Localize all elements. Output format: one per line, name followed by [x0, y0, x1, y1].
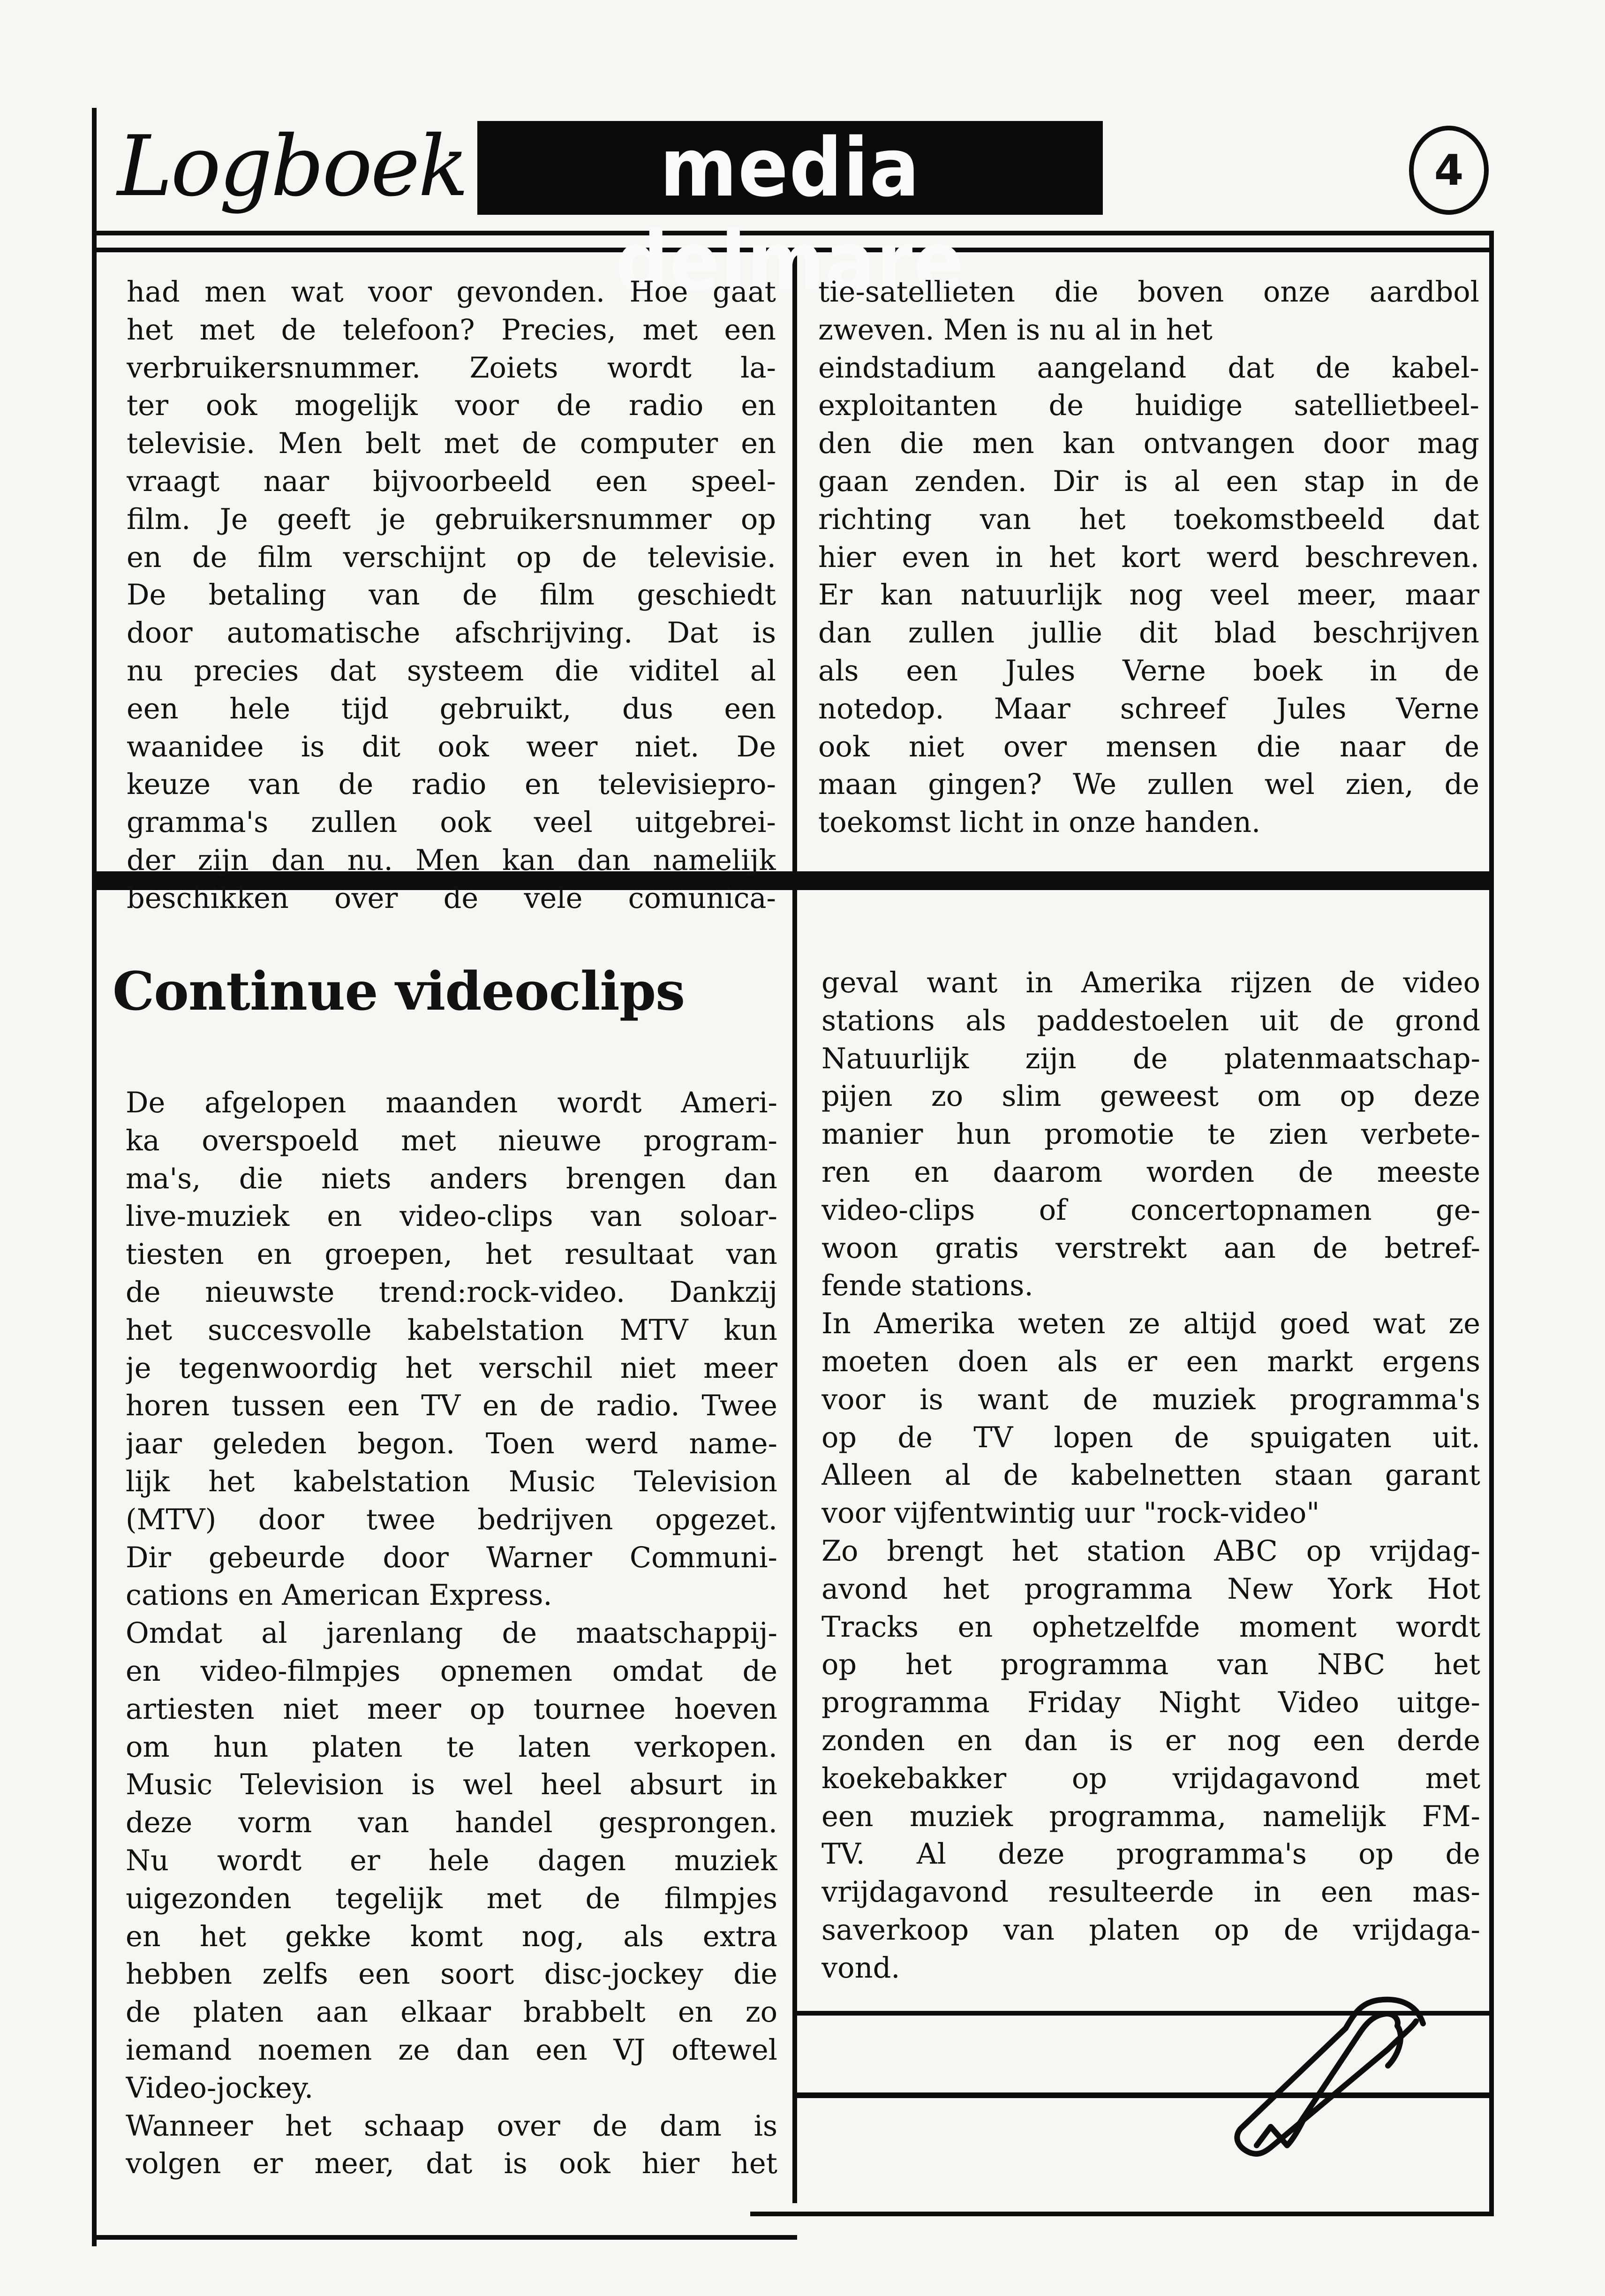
column-divider: [792, 248, 797, 2203]
text-line: om hun platen te laten verkopen.: [126, 1730, 777, 1764]
text-line: zonden en dan is er nog een derde: [821, 1724, 1480, 1757]
text-line: volgen er meer, dat is ook hier het: [126, 2147, 777, 2181]
text-line: horen tussen een TV en de radio. Twee: [126, 1390, 777, 1423]
text-line: Natuurlijk zijn de platenmaatschap-: [821, 1042, 1480, 1075]
text-line: manier hun promotie te zien verbete-: [821, 1118, 1480, 1151]
text-line: gaan zenden. Dir is al een stap in de: [818, 465, 1479, 498]
text-line: TV. Al deze programma's op de: [821, 1838, 1480, 1871]
text-line: Tracks en ophetzelfde moment wordt: [821, 1610, 1480, 1644]
text-line: vrijdagavond resulteerde in een mas-: [821, 1876, 1480, 1909]
article-title: Continue videoclips: [113, 961, 685, 1022]
text-line: Music Television is wel heel absurt in: [126, 1768, 777, 1802]
text-line: en video-filmpjes opnemen omdat de: [126, 1654, 777, 1688]
text-line: maan gingen? We zullen wel zien, de: [818, 768, 1479, 801]
text-line: toekomst licht in onze handen.: [818, 806, 1261, 839]
text-line: het succesvolle kabelstation MTV kun: [126, 1314, 777, 1347]
text-line: der zijn dan nu. Men kan dan namelijk: [127, 844, 776, 877]
logo-script-logboek: Logboek: [117, 118, 467, 215]
text-line: zweven. Men is nu al in het: [818, 313, 1213, 347]
text-line: De betaling van de film geschiedt: [127, 579, 776, 612]
text-line: ter ook mogelijk voor de radio en: [127, 389, 776, 423]
continued-right-column: [818, 273, 1479, 842]
text-line: live-muziek en video-clips van soloar-: [126, 1200, 777, 1233]
article-left-column: [126, 1084, 777, 2183]
text-line: Video-jockey.: [126, 2071, 314, 2105]
text-line: iemand noemen ze dan een VJ oftewel: [126, 2033, 777, 2067]
text-line: Dir gebeurde door Warner Communi-: [126, 1541, 777, 1574]
text-line: notedop. Maar schreef Jules Verne: [818, 692, 1479, 725]
text-line: geval want in Amerika rijzen de video: [821, 967, 1480, 999]
text-line: Alleen al de kabelnetten staan garant: [821, 1459, 1480, 1492]
text-line: verbruikersnummer. Zoiets wordt la-: [127, 351, 776, 385]
text-line: beschikken over de vele comunica-: [127, 882, 776, 915]
text-line: keuze van de radio en televisiepro-: [127, 768, 776, 801]
article-right-column: [821, 964, 1480, 1987]
text-line: een muziek programma, namelijk FM-: [821, 1800, 1480, 1833]
frame-bottom-border-right: [750, 2212, 1494, 2216]
text-line: Omdat al jarenlang de maatschappij-: [126, 1617, 777, 1650]
text-line: gramma's zullen ook veel uitgebrei-: [127, 806, 776, 839]
brand-title: media delmare: [477, 121, 1103, 215]
text-line: stations als paddestoelen uit de grond: [821, 1004, 1480, 1037]
text-line: en het gekke komt nog, als extra: [126, 1920, 777, 1953]
text-line: Wanneer het schaap over de dam is: [126, 2109, 777, 2143]
text-line: uigezonden tegelijk met de filmpjes: [126, 1882, 777, 1915]
text-line: programma Friday Night Video uitge-: [821, 1686, 1480, 1720]
text-line: film. Je geeft je gebruikersnummer op: [127, 503, 776, 536]
text-line: ook niet over mensen die naar de: [818, 730, 1479, 763]
text-line: richting van het toekomstbeeld dat: [818, 503, 1479, 536]
text-line: vond.: [821, 1951, 900, 1985]
text-line: De afgelopen maanden wordt Ameri-: [126, 1087, 777, 1119]
continued-left-column: [127, 273, 776, 918]
text-line: een hele tijd gebruikt, dus een: [127, 692, 776, 725]
text-line: je tegenwoordig het verschil niet meer: [126, 1352, 777, 1385]
text-line: waanidee is dit ook weer niet. De: [127, 730, 776, 763]
text-line: ka overspoeld met nieuwe program-: [126, 1124, 777, 1157]
page-number: 4: [1434, 145, 1464, 195]
text-line: Er kan natuurlijk nog veel meer, maar: [818, 579, 1479, 612]
frame-left-border: [92, 108, 97, 2246]
frame-right-border: [1489, 231, 1494, 2215]
text-line: lijk het kabelstation Music Television: [126, 1465, 777, 1498]
text-line: nu precies dat systeem die viditel al: [127, 654, 776, 687]
text-line: Nu wordt er hele dagen muziek: [126, 1844, 777, 1877]
text-line: ma's, die niets anders brengen dan: [126, 1162, 777, 1195]
text-line: fende stations.: [821, 1269, 1033, 1303]
text-line: tie-satellieten die boven onze aardbol: [818, 276, 1479, 309]
text-line: Zo brengt het station ABC op vrijdag-: [821, 1534, 1480, 1568]
text-line: saverkoop van platen op de vrijdaga-: [821, 1913, 1480, 1947]
text-line: vraagt naar bijvoorbeeld een speel-: [127, 465, 776, 498]
text-line: en de film verschijnt op de televisie.: [127, 541, 776, 574]
text-line: exploitanten de huidige satellietbeel-: [818, 389, 1479, 423]
text-line: moeten doen als er een markt ergens: [821, 1345, 1480, 1378]
text-line: pijen zo slim geweest om op deze: [821, 1080, 1480, 1113]
frame-bottom-border-left: [94, 2235, 797, 2240]
text-line: hebben zelfs een soort disc-jockey die: [126, 1958, 777, 1991]
text-line: jaar geleden begon. Toen werd name-: [126, 1427, 777, 1461]
page-number-badge: [1409, 126, 1489, 215]
text-line: avond het programma New York Hot: [821, 1572, 1480, 1606]
text-line: door automatische afschrijving. Dat is: [127, 617, 776, 650]
text-line: den die men kan ontvangen door mag: [818, 427, 1479, 461]
text-line: deze vorm van handel gesprongen.: [126, 1806, 777, 1840]
text-line: eindstadium aangeland dat de kabel-: [818, 351, 1479, 385]
text-line: koekebakker op vrijdagavond met: [821, 1762, 1480, 1795]
text-line: cations en American Express.: [126, 1579, 552, 1612]
text-line: voor is want de muziek programma's: [821, 1383, 1480, 1416]
text-line: de nieuwste trend:rock-video. Dankzij: [126, 1276, 777, 1309]
text-line: ren en daarom worden de meeste: [821, 1156, 1480, 1189]
text-line: woon gratis verstrekt aan de betref-: [821, 1231, 1480, 1265]
text-line: (MTV) door twee bedrijven opgezet.: [126, 1503, 777, 1536]
text-line: op het programma van NBC het: [821, 1648, 1480, 1682]
text-line: had men wat voor gevonden. Hoe gaat: [127, 276, 776, 309]
text-line: televisie. Men belt met de computer en: [127, 427, 776, 461]
text-line: video-clips of concertopnamen ge-: [821, 1193, 1480, 1227]
text-line: de platen aan elkaar brabbelt en zo: [126, 1996, 777, 2029]
text-line: op de TV lopen de spuigaten uit.: [821, 1421, 1480, 1454]
text-line: hier even in het kort werd beschreven.: [818, 541, 1479, 574]
text-line: voor vijfentwintig uur "rock-video": [821, 1497, 1320, 1530]
text-line: tiesten en groepen, het resultaat van: [126, 1238, 777, 1271]
text-line: als een Jules Verne boek in de: [818, 654, 1479, 687]
text-line: artiesten niet meer op tournee hoeven: [126, 1692, 777, 1726]
text-line: het met de telefoon? Precies, met een: [127, 313, 776, 347]
text-line: dan zullen jullie dit blad beschrijven: [818, 617, 1479, 650]
paperclip-icon: [1116, 1984, 1454, 2162]
text-line: In Amerika weten ze altijd goed wat ze: [821, 1307, 1480, 1341]
